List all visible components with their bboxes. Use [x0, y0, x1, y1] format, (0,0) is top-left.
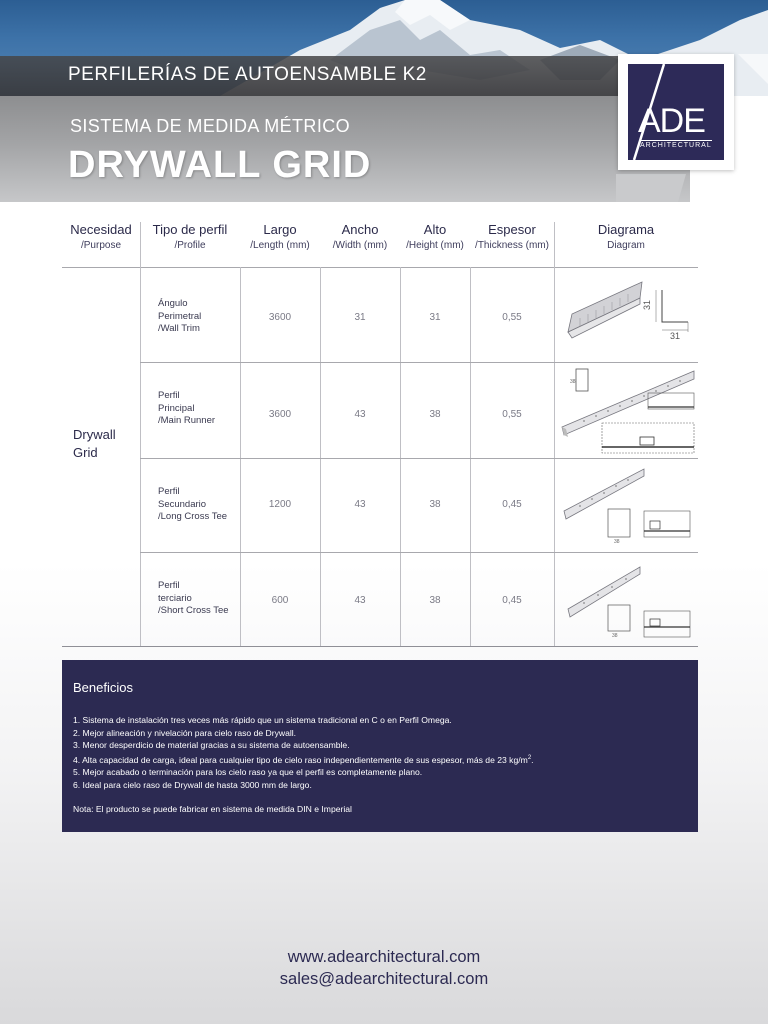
purpose-cell: Drywall Grid [73, 427, 116, 460]
length-cell: 600 [271, 595, 289, 606]
col-divider [320, 267, 321, 646]
length-cell: 3600 [268, 312, 292, 323]
main-runner-diagram [554, 363, 698, 458]
profile-cell-short-cross-tee: Perfil terciario /Short Cross Tee [158, 580, 229, 616]
short-cross-tee-diagram [554, 553, 698, 646]
benefits-box [62, 660, 698, 832]
col-divider [240, 267, 241, 646]
col-divider [400, 267, 401, 646]
table-bottom-border [62, 646, 698, 647]
col-divider [140, 222, 141, 646]
benefit-superscript: 2 [527, 754, 532, 761]
profile-cell-wall-trim: Ángulo Perimetral /Wall Trim [158, 298, 202, 334]
wall-trim-diagram [554, 268, 698, 362]
height-cell: 38 [429, 409, 441, 420]
width-cell: 43 [354, 595, 366, 606]
wall-trim-dim-label: 31 [642, 299, 652, 310]
thickness-cell: 0,55 [502, 312, 522, 323]
height-cell: 38 [429, 499, 441, 510]
email-link[interactable]: sales@adearchitectural.com [279, 970, 489, 988]
header-profile: Tipo de perfil /Profile [152, 222, 228, 251]
benefit-item: 6. Ideal para cielo raso de Drywall de hasta 3000 mm de largo. [73, 779, 312, 790]
long-cross-tee-diagram [554, 459, 698, 552]
page-title: DRYWALL GRID [68, 144, 372, 186]
benefit-item: 3. Menor desperdicio de material gracias a su sistema de autoensamble. [73, 740, 350, 751]
benefit-item: 5. Mejor acabado o terminación para los cielo raso ya que el perfil es completamente plano. [73, 767, 423, 778]
thickness-cell: 0,45 [502, 595, 522, 606]
benefit-item: 2. Mejor alineación y nivelación para cielo raso de Drywall. [73, 727, 297, 738]
logo-text: ADE [638, 102, 705, 140]
length-cell: 1200 [268, 499, 292, 510]
benefit-item: 1. Sistema de instalación tres veces más rápido que un sistema tradicional en C o en Perfil Omega. [73, 715, 452, 725]
col-divider [470, 267, 471, 646]
main-runner-dim-label: 38 [570, 379, 576, 385]
height-cell: 38 [429, 595, 441, 606]
logo-subtext: ARCHITECTURAL [640, 142, 712, 149]
benefits-title: Beneficios [73, 680, 133, 695]
page-subtitle: SISTEMA DE MEDIDA MÉTRICO [70, 116, 351, 136]
long-cross-tee-dim-label: 38 [614, 539, 620, 545]
width-cell: 43 [354, 499, 366, 510]
company-logo [618, 54, 734, 170]
header-thickness: Espesor /Thickness (mm) [475, 222, 549, 251]
profile-cell-main-runner: Perfil Principal /Main Runner [158, 390, 216, 426]
header-band-title: PERFILERÍAS DE AUTOENSAMBLE K2 [68, 64, 427, 85]
header-length: Largo /Length (mm) [250, 222, 310, 251]
thickness-cell: 0,45 [502, 499, 522, 510]
height-cell: 31 [429, 312, 441, 323]
benefits-note: Nota: El producto se puede fabricar en sistema de medida DIN e Imperial [73, 804, 352, 815]
thickness-cell: 0,55 [502, 409, 522, 420]
width-cell: 43 [354, 409, 366, 420]
wall-trim-dim-label: 31 [670, 331, 681, 341]
header-diagram: Diagrama Diagram [597, 222, 655, 251]
length-cell: 3600 [268, 409, 292, 420]
short-cross-tee-dim-label: 38 [612, 633, 618, 639]
header-height: Alto /Height (mm) [406, 222, 464, 251]
header-width: Ancho /Width (mm) [332, 222, 388, 251]
width-cell: 31 [354, 312, 366, 323]
footer-contact [0, 946, 768, 990]
website-link[interactable]: www.adearchitectural.com [287, 948, 481, 966]
header-purpose: Necesidad /Purpose [70, 222, 132, 251]
benefit-item: 4. Alta capacidad de carga, ideal para cualquier tipo de cielo raso independientemente de sus espesor, más de 23 $kg/m^2$. [73, 754, 534, 765]
profile-cell-long-cross-tee: Perfil Secundario /Long Cross Tee [158, 486, 228, 522]
